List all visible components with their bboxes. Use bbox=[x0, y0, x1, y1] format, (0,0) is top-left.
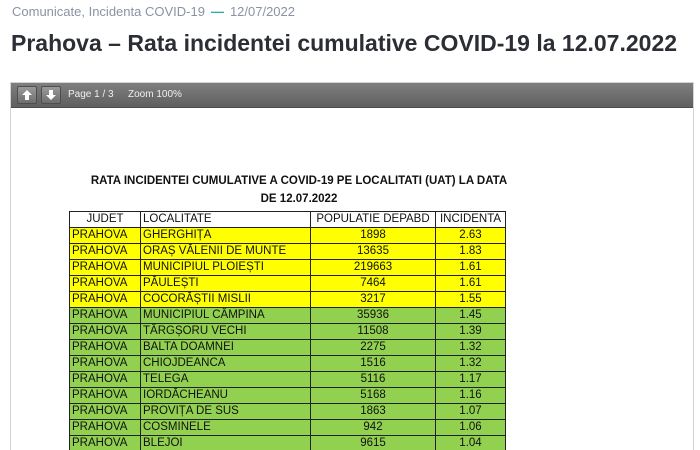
column-header-localitate: LOCALITATE bbox=[141, 212, 311, 228]
cell-localitate: COCORĂȘTII MISLII bbox=[141, 292, 311, 308]
cell-judet: PRAHOVA bbox=[70, 340, 141, 356]
table-row bbox=[70, 340, 506, 356]
cell-populatie: 35936 bbox=[311, 308, 436, 324]
cell-populatie: 5168 bbox=[311, 388, 436, 404]
cell-localitate: MUNICIPIUL CÂMPINA bbox=[141, 308, 311, 324]
cell-localitate: PĂULEȘTI bbox=[141, 276, 311, 292]
arrow-down-icon bbox=[45, 89, 57, 101]
document-heading bbox=[79, 172, 519, 208]
pdf-toolbar bbox=[11, 83, 693, 108]
next-page-button[interactable] bbox=[41, 86, 61, 104]
cell-incidenta: 2.63 bbox=[436, 228, 506, 244]
cell-judet: PRAHOVA bbox=[70, 228, 141, 244]
table-row bbox=[70, 388, 506, 404]
table-row bbox=[70, 356, 506, 372]
arrow-up-icon bbox=[21, 89, 33, 101]
cell-judet: PRAHOVA bbox=[70, 372, 141, 388]
cell-incidenta: 1.04 bbox=[436, 436, 506, 450]
cell-localitate: BLEJOI bbox=[141, 436, 311, 450]
table-row bbox=[70, 260, 506, 276]
cell-judet: PRAHOVA bbox=[70, 276, 141, 292]
cell-judet: PRAHOVA bbox=[70, 260, 141, 276]
cell-populatie: 1898 bbox=[311, 228, 436, 244]
column-header-judet: JUDET bbox=[70, 212, 141, 228]
cell-incidenta: 1.32 bbox=[436, 356, 506, 372]
table-row bbox=[70, 404, 506, 420]
cell-incidenta: 1.39 bbox=[436, 324, 506, 340]
cell-localitate: MUNICIPIUL PLOIEȘTI bbox=[141, 260, 311, 276]
cell-populatie: 13635 bbox=[311, 244, 436, 260]
zoom-indicator[interactable]: Zoom 100% bbox=[128, 89, 182, 100]
table-row bbox=[70, 308, 506, 324]
cell-localitate: IORDĂCHEANU bbox=[141, 388, 311, 404]
document-heading-line1: RATA INCIDENTEI CUMULATIVE A COVID-19 PE LOCALITATI (UAT) LA DATA bbox=[90, 175, 508, 187]
cell-incidenta: 1.16 bbox=[436, 388, 506, 404]
cell-incidenta: 1.55 bbox=[436, 292, 506, 308]
category-link[interactable]: Comunicate, Incidenta COVID-19 bbox=[12, 4, 205, 19]
cell-populatie: 7464 bbox=[311, 276, 436, 292]
cell-judet: PRAHOVA bbox=[70, 404, 141, 420]
cell-incidenta: 1.61 bbox=[436, 260, 506, 276]
cell-populatie: 942 bbox=[311, 420, 436, 436]
cell-localitate: PROVIȚA DE SUS bbox=[141, 404, 311, 420]
cell-localitate: ORAȘ VĂLENII DE MUNTE bbox=[141, 244, 311, 260]
table-row bbox=[70, 436, 506, 450]
cell-incidenta: 1.07 bbox=[436, 404, 506, 420]
pdf-viewer[interactable] bbox=[10, 82, 694, 450]
cell-judet: PRAHOVA bbox=[70, 292, 141, 308]
cell-judet: PRAHOVA bbox=[70, 388, 141, 404]
incidence-table bbox=[69, 211, 506, 450]
cell-populatie: 2275 bbox=[311, 340, 436, 356]
cell-judet: PRAHOVA bbox=[70, 420, 141, 436]
previous-page-button[interactable] bbox=[17, 86, 37, 104]
cell-judet: PRAHOVA bbox=[70, 356, 141, 372]
cell-incidenta: 1.83 bbox=[436, 244, 506, 260]
cell-incidenta: 1.45 bbox=[436, 308, 506, 324]
cell-incidenta: 1.61 bbox=[436, 276, 506, 292]
cell-localitate: TÂRGȘORU VECHI bbox=[141, 324, 311, 340]
cell-populatie: 219663 bbox=[311, 260, 436, 276]
cell-localitate: CHIOJDEANCA bbox=[141, 356, 311, 372]
table-row bbox=[70, 228, 506, 244]
cell-populatie: 5116 bbox=[311, 372, 436, 388]
document-heading-line2: DE 12.07.2022 bbox=[260, 193, 338, 205]
cell-localitate: BALTA DOAMNEI bbox=[141, 340, 311, 356]
table-row bbox=[70, 324, 506, 340]
cell-incidenta: 1.32 bbox=[436, 340, 506, 356]
pdf-page bbox=[11, 108, 693, 450]
cell-populatie: 1516 bbox=[311, 356, 436, 372]
cell-judet: PRAHOVA bbox=[70, 436, 141, 450]
cell-localitate: TELEGA bbox=[141, 372, 311, 388]
table-row bbox=[70, 372, 506, 388]
post-date: 12/07/2022 bbox=[229, 4, 296, 19]
table-row bbox=[70, 276, 506, 292]
cell-populatie: 11508 bbox=[311, 324, 436, 340]
cell-judet: PRAHOVA bbox=[70, 308, 141, 324]
cell-populatie: 3217 bbox=[311, 292, 436, 308]
column-header-populatie: POPULATIE DEPABD bbox=[311, 212, 436, 228]
table-body bbox=[70, 228, 506, 450]
post-meta bbox=[12, 4, 295, 19]
table-row bbox=[70, 244, 506, 260]
cell-judet: PRAHOVA bbox=[70, 324, 141, 340]
cell-localitate: GHERGHIȚA bbox=[141, 228, 311, 244]
table-row bbox=[70, 292, 506, 308]
cell-populatie: 9615 bbox=[311, 436, 436, 450]
table-row bbox=[70, 420, 506, 436]
page-title: Prahova – Rata incidentei cumulative COVID-19 la 12.07.2022 bbox=[11, 30, 678, 56]
meta-separator: — bbox=[210, 4, 224, 19]
page-indicator: Page 1 / 3 bbox=[68, 89, 114, 100]
cell-incidenta: 1.17 bbox=[436, 372, 506, 388]
table-header-row bbox=[70, 212, 506, 228]
cell-localitate: COSMINELE bbox=[141, 420, 311, 436]
cell-populatie: 1863 bbox=[311, 404, 436, 420]
cell-incidenta: 1.06 bbox=[436, 420, 506, 436]
column-header-incidenta: INCIDENTA bbox=[436, 212, 506, 228]
cell-judet: PRAHOVA bbox=[70, 244, 141, 260]
